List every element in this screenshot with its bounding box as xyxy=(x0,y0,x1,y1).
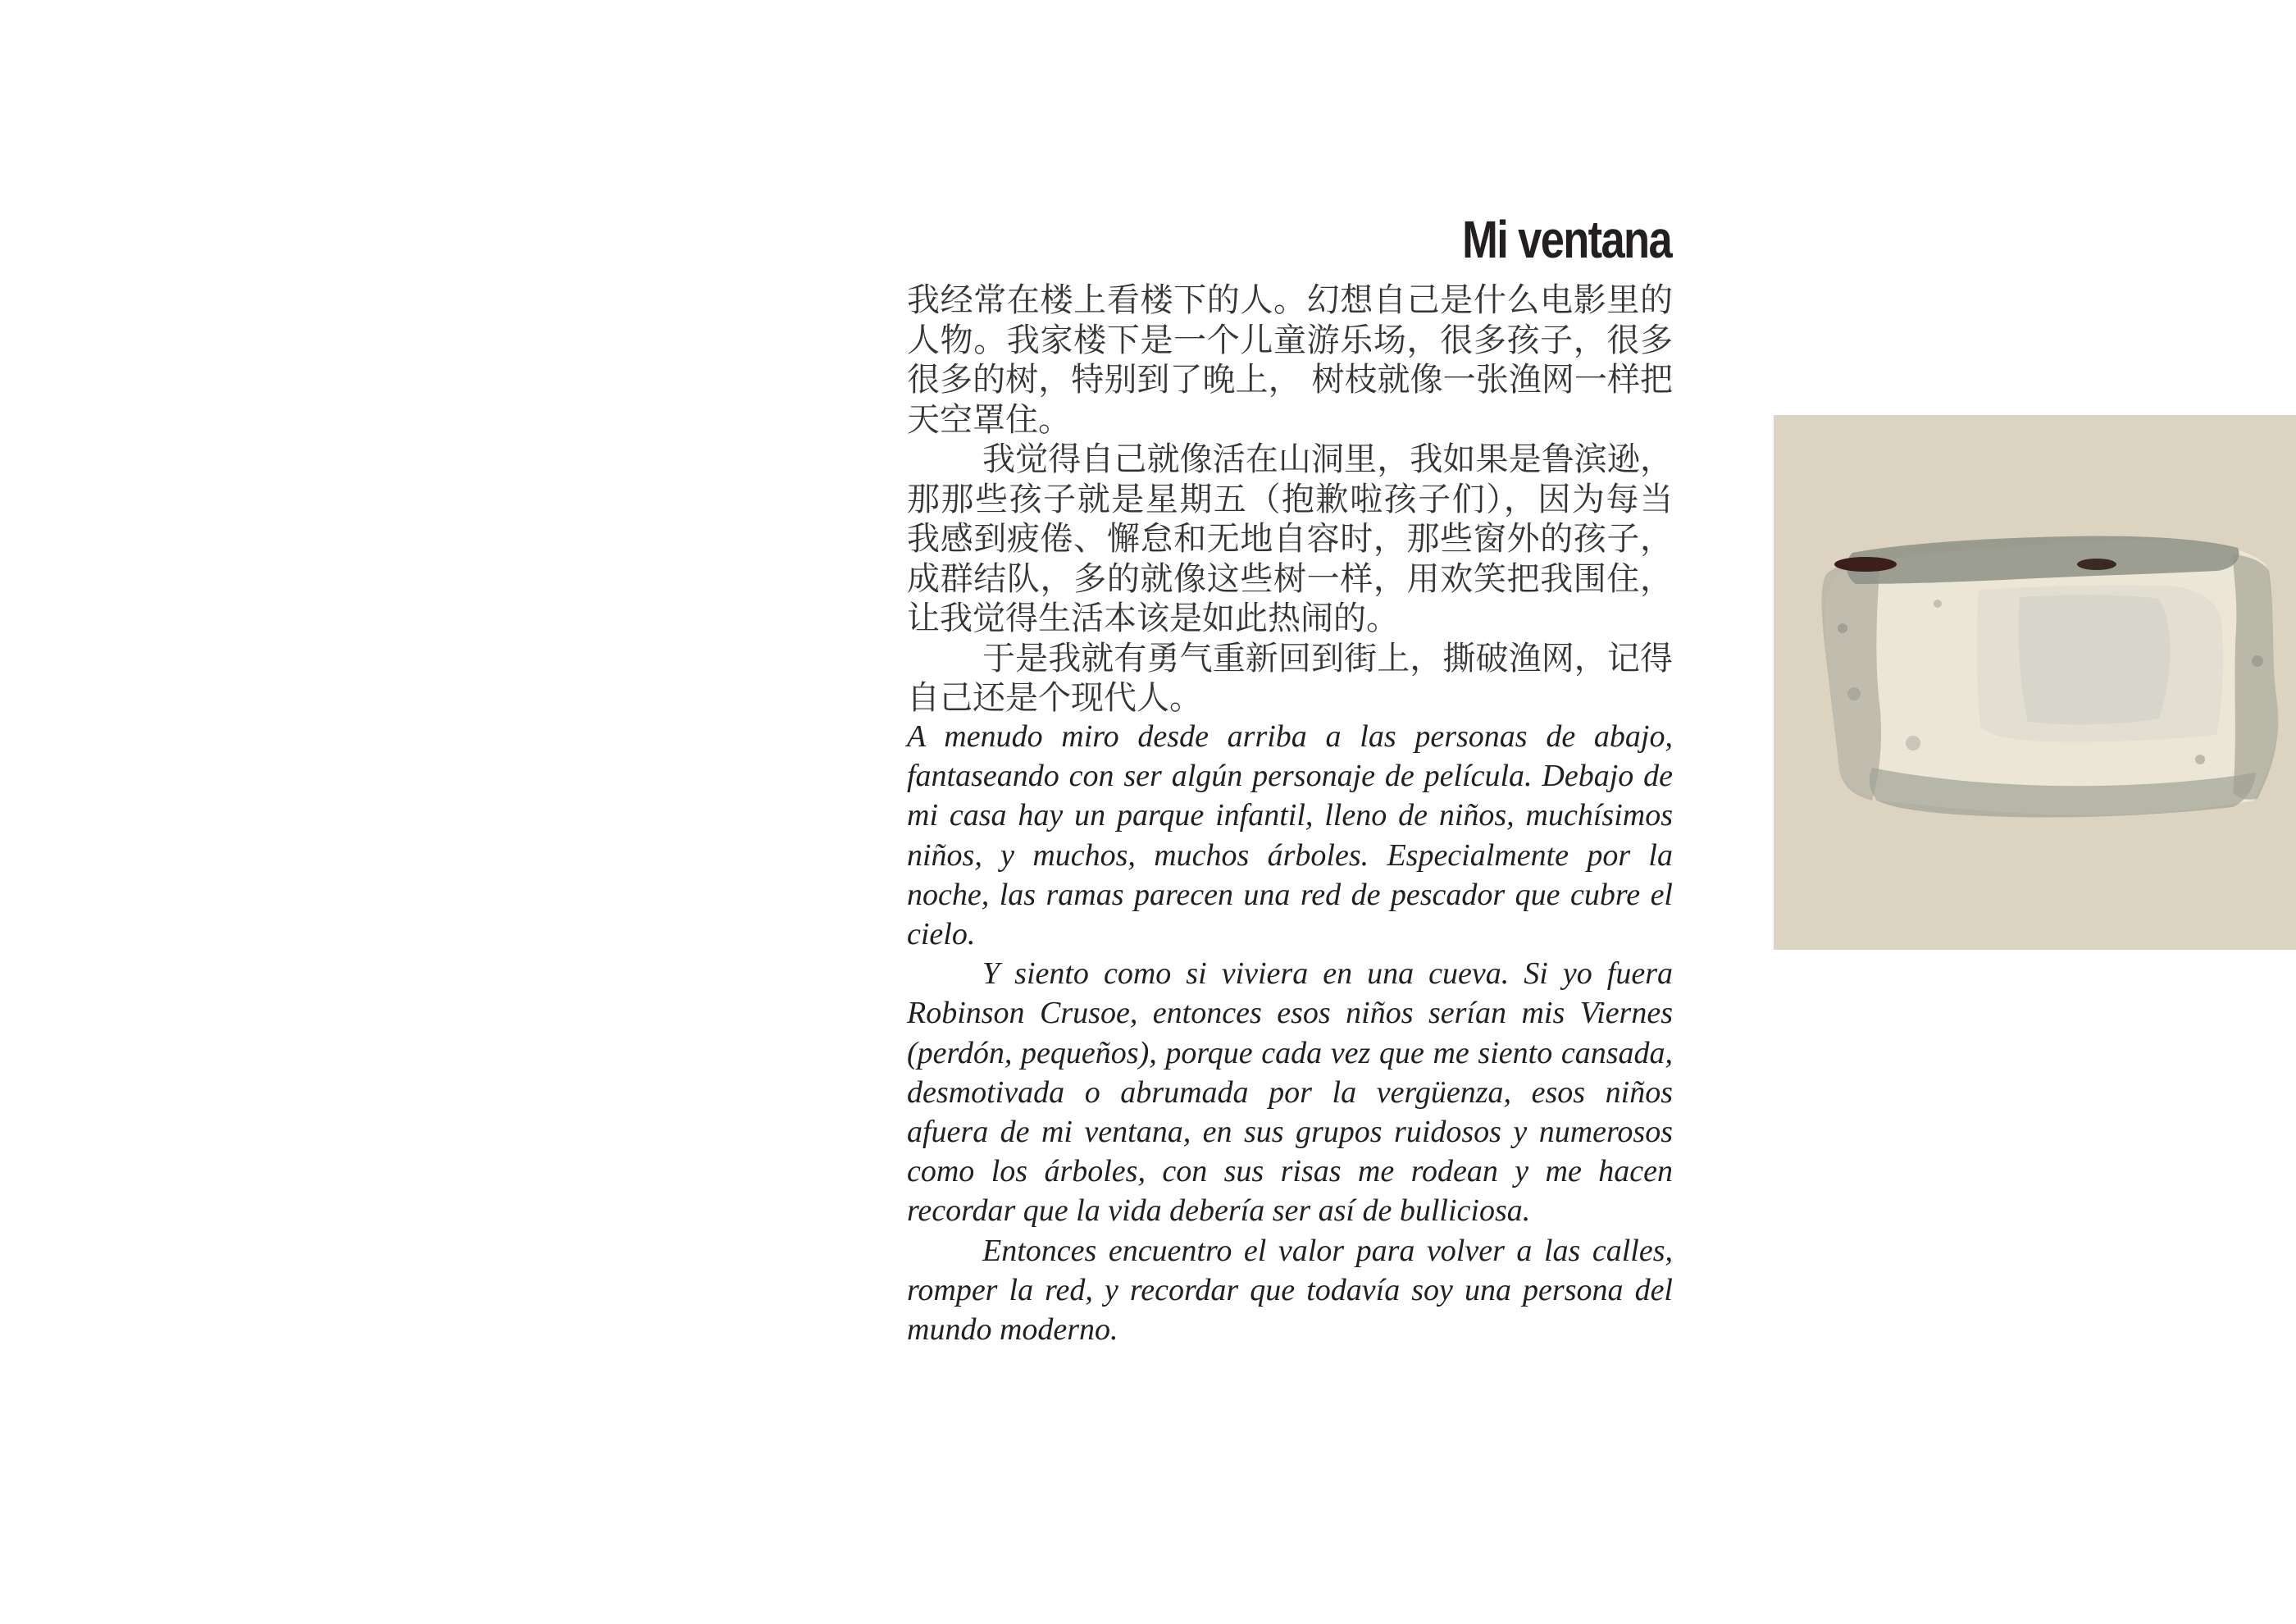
chinese-paragraph: 于是我就有勇气重新回到街上，撕破渔网，记得自己还是个现代人。 xyxy=(907,639,1673,717)
chinese-paragraph: 我觉得自己就像活在山洞里，我如果是鲁滨逊，那那些孩子就是星期五（抱歉啦孩子们），因为每当我感到疲倦、懈怠和无地自容时，那些窗外的孩子，成群结队，多的就像这些树一样，用欢笑把我围住，让我觉得生活本该是如此热闹的。 xyxy=(907,440,1673,637)
spanish-paragraph: A menudo miro desde arriba a las personas de abajo, fantaseando con ser algún personaje de película. Debajo de mi casa hay un parque infantil, lleno de niños, muchísimos niños, y muchos, muchos árboles. Especialmente por la noche, las ramas parecen una red de pescador que cubre el cielo. xyxy=(907,719,1673,952)
ink-window-painting xyxy=(1774,415,2296,950)
spanish-text-block xyxy=(907,717,1673,1349)
window-artwork xyxy=(1774,415,2296,950)
spanish-paragraph: Y siento como si viviera en una cueva. Si yo fuera Robinson Crusoe, entonces esos niños serían mis Viernes (perdón, pequeños), porque cada vez que me siento cansada, desmotivada o abrumada por la vergüenza, esos niños afuera de mi ventana, en sus grupos ruidosos y numerosos como los árboles, con sus risas me rodean y me hacen recordar que la vida debería ser así de bulliciosa. xyxy=(907,956,1673,1229)
chinese-paragraph: 我经常在楼上看楼下的人。幻想自己是什么电影里的人物。我家楼下是一个儿童游乐场，很多孩子，很多很多的树，特别到了晚上， 树枝就像一张渔网一样把天空罩住。 xyxy=(907,281,1673,439)
chinese-text-block xyxy=(907,281,1673,718)
spanish-paragraph: Entonces encuentro el valor para volver a las calles, romper la red, y recordar que todavía soy una persona del mundo moderno. xyxy=(907,1233,1673,1348)
page-title: Mi ventana xyxy=(1462,210,1671,269)
